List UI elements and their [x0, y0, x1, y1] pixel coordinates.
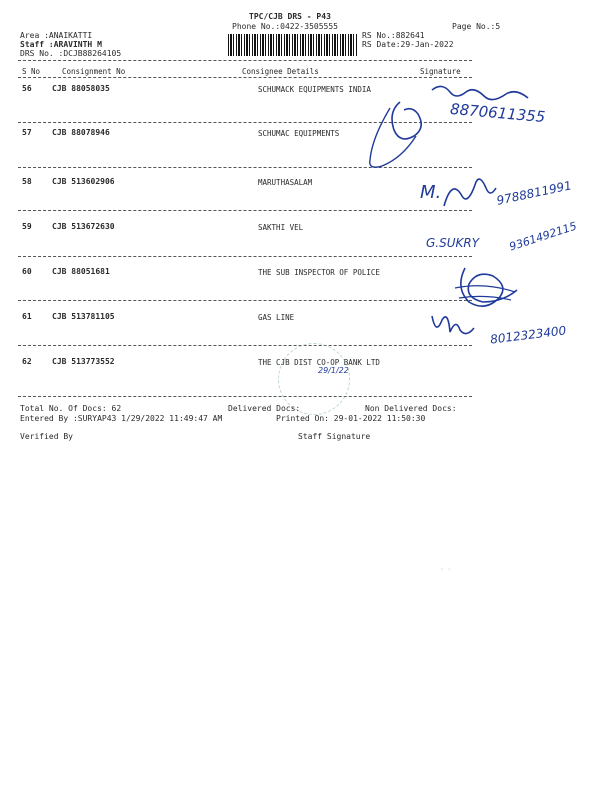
signature-58 [440, 176, 500, 216]
area-label: Area :ANAIKATTI [20, 31, 93, 40]
row-consignment: CJB 88078946 [52, 128, 110, 137]
row-consignee: THE CJB DIST CO-OP BANK LTD [258, 358, 380, 367]
row-divider [18, 256, 472, 257]
row-divider [18, 396, 472, 397]
column-sno: S No [22, 67, 41, 76]
header-divider-bottom [18, 77, 472, 78]
row-sno: 59 [22, 222, 32, 231]
row-consignee: GAS LINE [258, 313, 295, 322]
row-divider [18, 210, 472, 211]
rs-date: RS Date:29-Jan-2022 [362, 40, 454, 49]
total-docs: Total No. Of Docs: 62 [20, 404, 122, 413]
row-consignment: CJB 513672630 [52, 222, 115, 231]
row-sno: 62 [22, 357, 32, 366]
signature-56 [360, 80, 570, 175]
signature-59-name: G.SUKRY [426, 236, 480, 250]
phone-number: Phone No.:0422-3505555 [232, 22, 338, 31]
signature-58-phone: 9788811991 [495, 178, 573, 208]
signature-61-phone: 8012323400 [489, 323, 567, 347]
non-delivered-docs: Non Delivered Docs: [365, 404, 457, 413]
row-sno: 58 [22, 177, 32, 186]
row-consignment: CJB 513781105 [52, 312, 115, 321]
row-sno: 60 [22, 267, 32, 276]
row-consignee: SCHUMACK EQUIPMENTS INDIA [258, 85, 371, 94]
row-divider [18, 345, 472, 346]
page-number: Page No.:5 [452, 22, 501, 31]
header-divider-top [18, 60, 472, 61]
row-consignment: CJB 88058035 [52, 84, 110, 93]
row-consignment: CJB 513773552 [52, 357, 115, 366]
signature-56-phone: 8870611355 [449, 99, 547, 127]
column-consignment: Consignment No [62, 67, 126, 76]
signature-58-name: M. [420, 182, 442, 203]
signature-59-phone: 9361492115 [507, 219, 579, 254]
row-sno: 56 [22, 84, 32, 93]
scan-speck: · · [440, 566, 451, 573]
verified-by: Verified By [20, 432, 73, 441]
entered-by: Entered By :SURYAP43 1/29/2022 11:49:47 AM [20, 414, 223, 423]
row-consignee: MARUTHASALAM [258, 178, 313, 187]
document-title: TPC/CJB DRS - P43 [249, 12, 331, 21]
row-consignment: CJB 88051681 [52, 267, 110, 276]
signature-61 [428, 312, 488, 342]
column-signature: Signature [420, 67, 461, 76]
row-consignee: SAKTHI VEL [258, 223, 304, 232]
drs-number: DRS No. :DCJB88264105 [20, 49, 122, 58]
barcode [228, 34, 358, 56]
row-consignee: SCHUMAC EQUIPMENTS [258, 129, 340, 138]
delivered-docs: Delivered Docs: [228, 404, 301, 413]
staff-signature: Staff Signature [298, 432, 371, 441]
stamp-date: 29/1/22 [318, 366, 349, 375]
staff-label: Staff :ARAVINTH M [20, 40, 102, 49]
rs-number: RS No.:882641 [362, 31, 425, 40]
printed-on: Printed On: 29-01-2022 11:50:30 [276, 414, 426, 423]
row-sno: 57 [22, 128, 32, 137]
row-consignee: THE SUB INSPECTOR OF POLICE [258, 268, 380, 277]
column-consignee: Consignee Details [242, 67, 319, 76]
signature-60 [445, 258, 535, 318]
row-sno: 61 [22, 312, 32, 321]
row-divider [18, 300, 472, 301]
row-consignment: CJB 513602906 [52, 177, 115, 186]
